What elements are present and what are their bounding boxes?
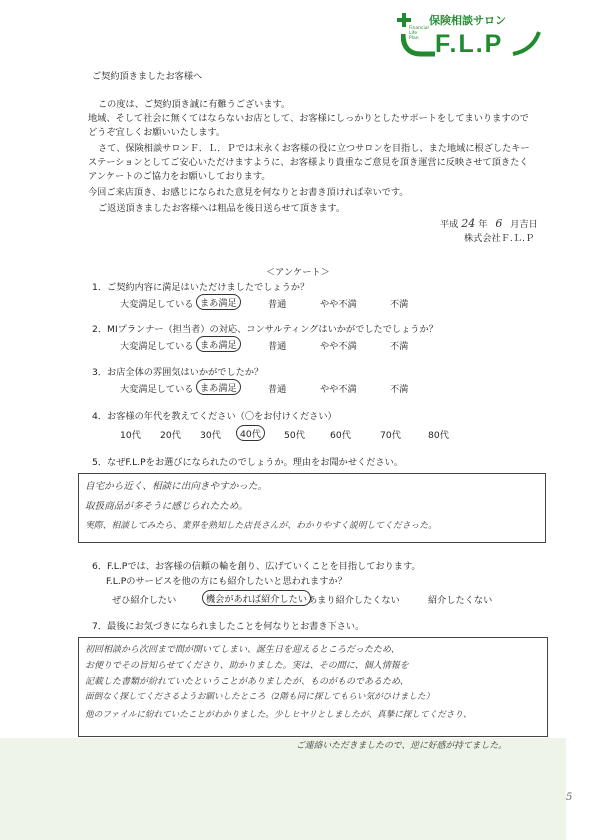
q4-option-80s[interactable]: 80代 [428,430,449,441]
letter-date [440,217,538,232]
q1-option-2[interactable]: まあ満足 [196,294,241,310]
swoosh-icon [511,30,541,60]
q3-option-2[interactable]: まあ満足 [196,379,241,395]
page-mark: 5 [566,792,573,803]
date-prefix: 平成 [440,219,459,230]
q7-answer-line: 初回相談から次回まで間が開いてしまい、誕生日を迎えるところだったため、 [85,645,400,655]
logo-sub1: Financial [409,26,429,31]
plus-icon [397,12,411,26]
q2-option-5[interactable]: 不満 [390,341,409,352]
letter-line: アンケートのご協力をお願いしております。 [88,171,271,182]
q2-option-4[interactable]: やや不満 [320,341,357,352]
logo-sub3: Plan [409,36,419,41]
q6-option-1[interactable]: ぜひ紹介したい [112,595,177,606]
date-year: 24 [461,217,476,230]
q5-answer-line: 自宅から近く、相談に出向きやすかった。 [85,481,268,492]
q4-text: 4．お客様の年代を教えてください（〇をお付けください） [92,411,337,422]
q5-answer-line: 取扱商品が多そうに感じられたため。 [85,501,248,512]
date-month: 6 [495,217,503,230]
q3-option-3[interactable]: 普通 [268,384,287,395]
q3-option-1[interactable]: 大変満足している [120,384,194,395]
q4-option-50s[interactable]: 50代 [284,430,305,441]
q3-option-4[interactable]: やや不満 [320,384,357,395]
q1-option-4[interactable]: やや不満 [320,299,357,310]
letter-line: 地域、そして社会に無くてはならないお店として、お客様にしっかりとしたサポートをしてまいりますので [88,113,529,124]
q4-option-40s[interactable]: 40代 [236,425,265,441]
survey-title: ＜アンケート＞ [266,267,330,278]
q6-option-3[interactable]: あまり紹介したくない [308,595,400,606]
date-mid: 年 [478,219,488,230]
q2-option-2[interactable]: まあ満足 [196,336,241,352]
company-name: 株式会社Ｆ.Ｌ.Ｐ [464,233,535,244]
letter-line: どうぞ宜しくお願いいたします。 [88,127,226,138]
q7-answer-line: 記載した書類が紛れていたということがありましたが、ものがものであるため、 [85,677,409,687]
q7-answer-line: 面倒なく探してくださるようお願いしたところ（2階も同に探してもらい気がひけました） [85,692,435,702]
q4-option-60s[interactable]: 60代 [330,430,351,441]
letter-line: ステーションとしてご安心いただけますように、お客様より貴重なご意見を頂き運営に反映させて頂きたく [88,157,529,168]
background-band [0,738,566,840]
logo-brand: 保険相談サロン [429,14,506,27]
logo-sub2: Life [409,31,418,36]
date-suffix: 月吉日 [510,219,538,230]
q3-text: 3．お店全体の雰囲気はいかがでしたか？ [92,367,264,378]
q1-option-1[interactable]: 大変満足している [120,299,194,310]
q6-text-2: F.L.Pのサービスを他の方にも紹介したいと思われますか？ [106,576,347,587]
q4-option-10s[interactable]: 10代 [120,430,141,441]
salutation: ご契約頂きましたお客様へ [92,71,203,82]
letter-line: さて、保険相談サロンＦ．Ｌ．Ｐでは末永くお客様の役に立つサロンを目指し、また地域に根ざしたキー [98,143,530,154]
q5-text: 5．なぜF.L.Pをお選びになられたのでしょうか。理由をお聞かせください。 [92,457,403,468]
q7-answer-line: 他のファイルに紛れていたことがわかりました。少しヒヤリとしましたが、真摯に探してくださり、 [85,710,472,720]
q3-option-5[interactable]: 不満 [390,384,409,395]
q4-option-20s[interactable]: 20代 [160,430,181,441]
q7-answer-line: ご連絡いただきましたので、逆に好感が持てました。 [296,741,507,751]
letter-line: この度は、ご契約頂き誠に有難うございます。 [98,99,291,110]
letter-line: ご返送頂きましたお客様へは粗品を後日送らせて頂きます。 [98,203,346,214]
logo-subtitle [409,26,429,41]
q7-answer-box[interactable] [78,637,548,737]
q1-option-3[interactable]: 普通 [268,299,287,310]
q6-option-2[interactable]: 機会があれば紹介したい [202,590,311,606]
letter-line: 今回ご来店頂き、お感じになられた意見を何なりとお書き頂ければ幸いです。 [88,187,409,198]
q7-answer-line: お便りでその旨知らせてくださり、助かりました。実は、その間に、個人情報を [85,661,409,671]
q5-answer-box[interactable] [78,473,546,543]
q7-text: 7．最後にお気づきになられましたことを何なりとお書き下さい。 [92,621,365,632]
q1-text: 1．ご契約内容に満足はいただけましたでしょうか？ [92,282,310,293]
q6-text-1: 6．F.L.Pでは、お客様の信頼の輪を創り、広げていくことを目指しております。 [92,561,421,572]
q6-option-4[interactable]: 紹介したくない [428,595,493,606]
q2-option-1[interactable]: 大変満足している [120,341,194,352]
q2-option-3[interactable]: 普通 [268,341,287,352]
q4-option-30s[interactable]: 30代 [200,430,221,441]
logo-mark: F.L.P [435,30,504,58]
q2-text: 2．MIプランナー（担当者）の対応、コンサルティングはいかがでしたでしょうか？ [92,324,438,335]
logo [395,12,555,62]
q4-option-70s[interactable]: 70代 [380,430,401,441]
q5-answer-line: 実際、相談してみたら、業界を熟知した店長さんが、わかりやすく説明してくださった。 [85,521,437,531]
q1-option-5[interactable]: 不満 [390,299,409,310]
